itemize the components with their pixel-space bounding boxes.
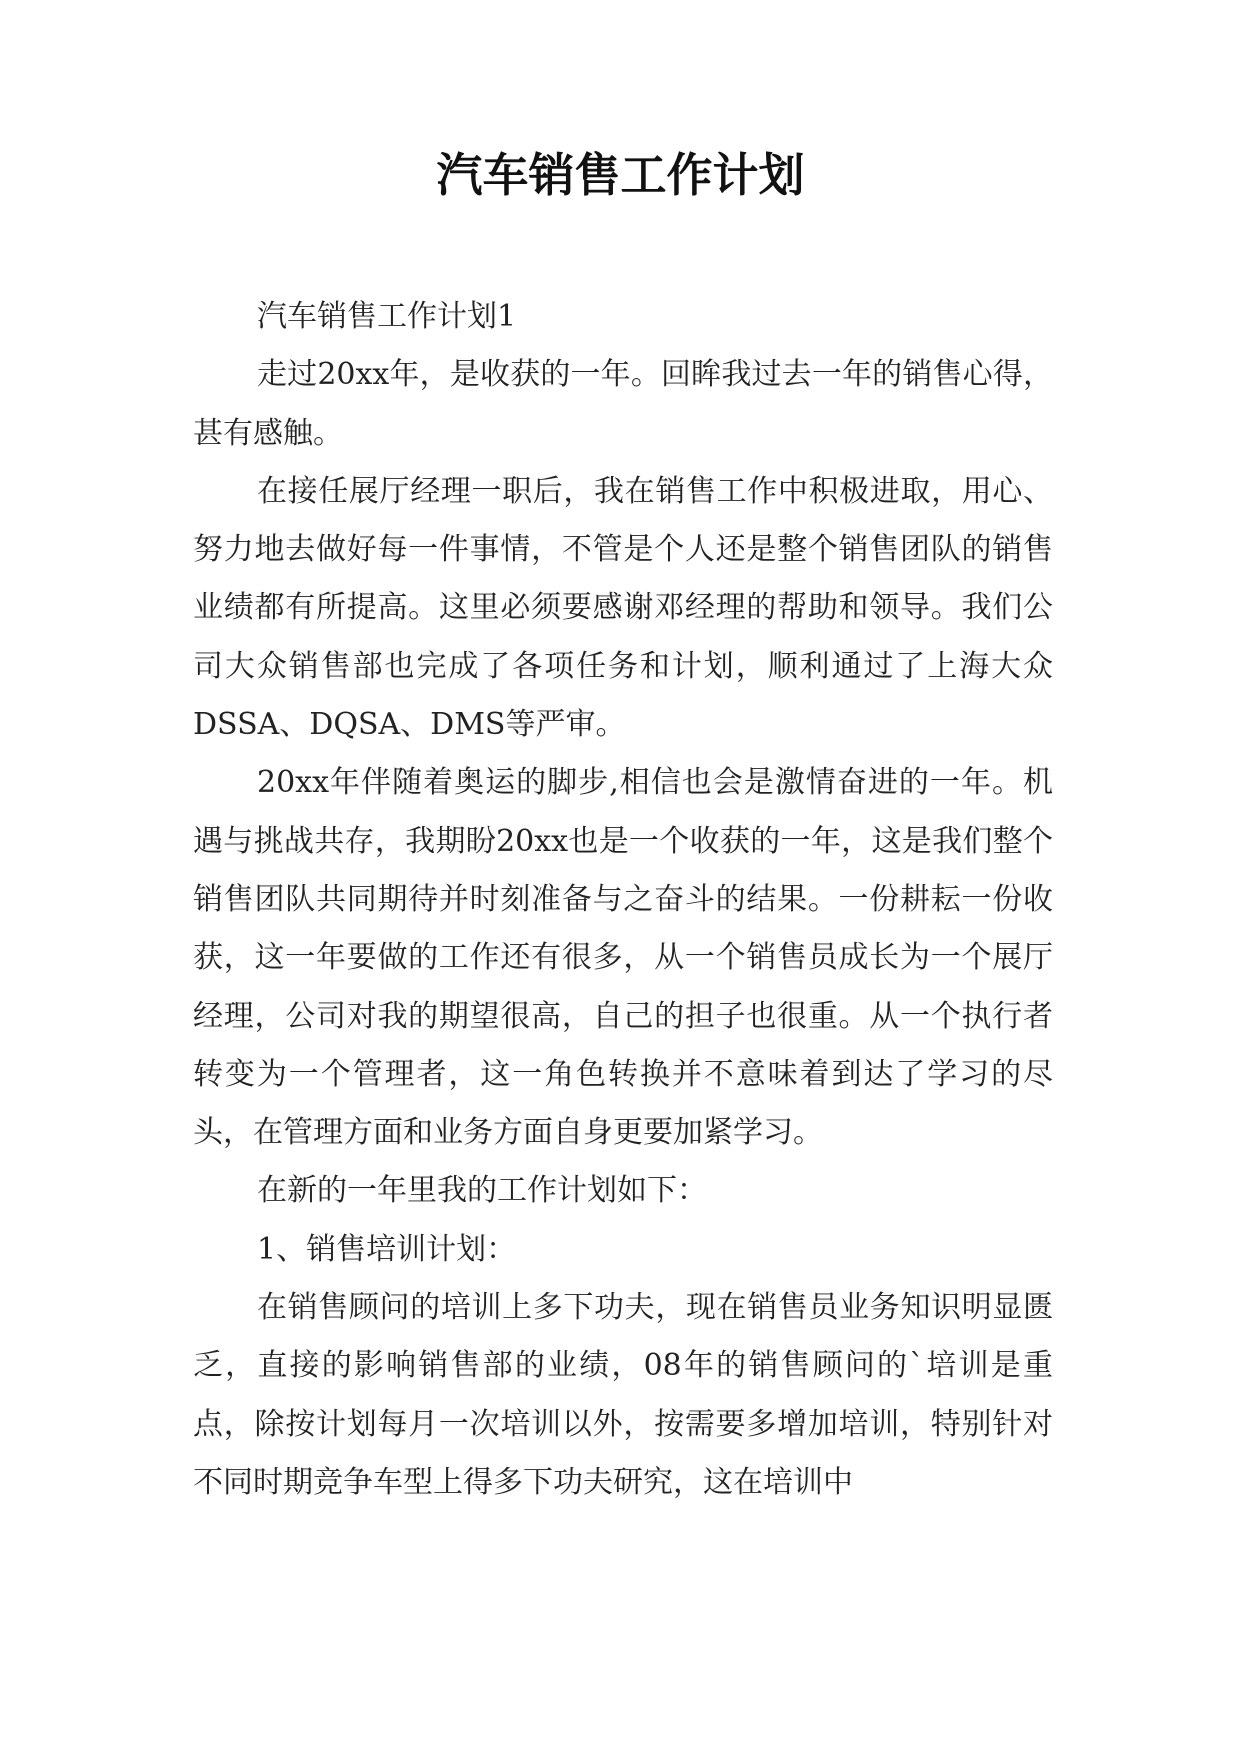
body-paragraph: 走过20xx年，是收获的一年。回眸我过去一年的销售心得，甚有感触。 — [193, 357, 1053, 451]
body-paragraph: 在新的一年里我的工作计划如下： — [257, 1173, 707, 1209]
list-item-heading: 1、销售培训计划： — [257, 1231, 517, 1267]
body-paragraph: 在接任展厅经理一职后，我在销售工作中积极进取，用心、努力地去做好每一件事情，不管是个人还是整个销售团队的销售业绩都有所提高。这里必须要感谢邓经理的帮助和领导。我们公司大众销售部也完成了各项任务和计划，顺利通过了上海大众DSSA、DQSA、DMS等严审。 — [193, 473, 1053, 743]
section-heading: 汽车销售工作计划1 — [257, 299, 517, 334]
document-body — [193, 288, 1053, 1512]
body-paragraph: 在销售顾问的培训上多下功夫，现在销售员业务知识明显匮乏，直接的影响销售部的业绩，08年的销售顾问的`培训是重点，除按计划每月一次培训以外，按需要多增加培训，特别针对不同时期竞争车型上得多下功夫研究，这在培训中 — [193, 1290, 1053, 1500]
document-title: 汽车销售工作计划 — [436, 148, 805, 202]
body-paragraph: 20xx年伴随着奥运的脚步,相信也会是激情奋进的一年。机遇与挑战共存，我期盼20xx也是一个收获的一年，这是我们整个销售团队共同期待并时刻准备与之奋斗的结果。一份耕耘一份收获，这一年要做的工作还有很多，从一个销售员成长为一个展厅经理，公司对我的期望很高，自己的担子也很重。从一个执行者转变为一个管理者，这一角色转换并不意味着到达了学习的尽头，在管理方面和业务方面自身更要加紧学习。 — [193, 765, 1053, 1151]
